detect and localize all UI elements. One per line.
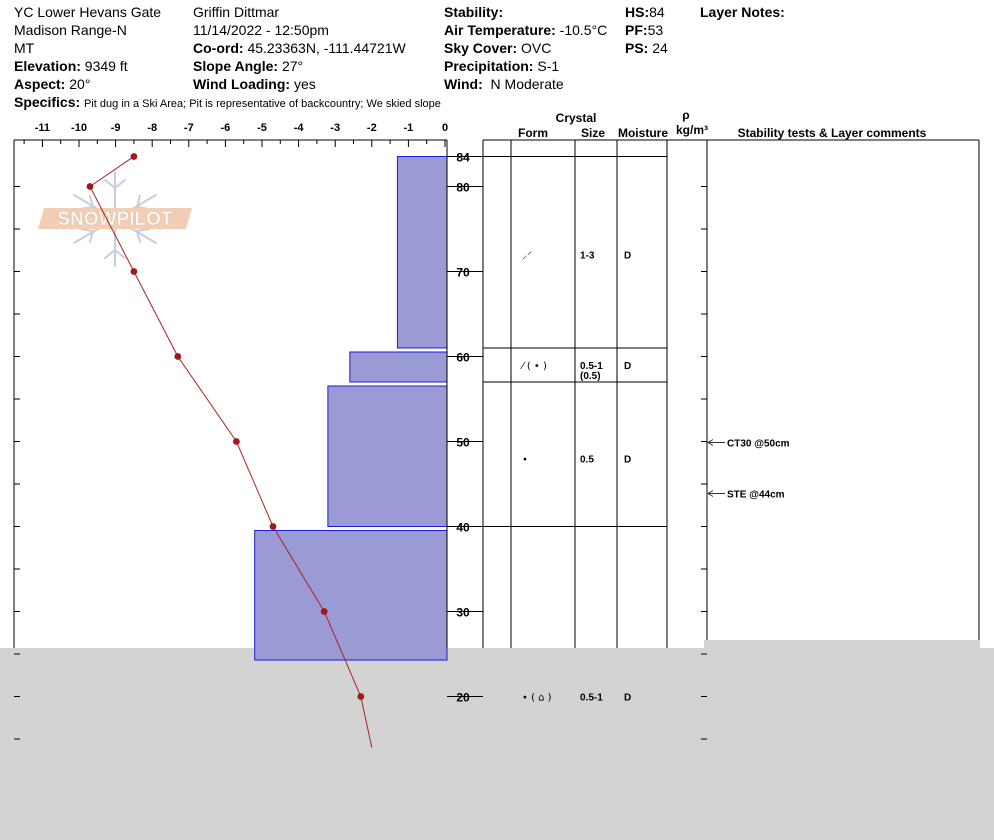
aspect-value: 20° — [69, 76, 91, 92]
height-tick-label: 60 — [456, 350, 470, 365]
wind-loading-value: yes — [293, 76, 316, 92]
temp-tick-label: -11 — [34, 122, 51, 134]
hardness-bar-0 — [397, 157, 447, 349]
height-tick-label: 30 — [456, 605, 470, 620]
coord-value: 45.23363N, -111.44721W — [247, 40, 406, 56]
temp-tick-label: -3 — [330, 122, 341, 134]
temp-tick-label: -10 — [71, 122, 87, 134]
air-temp-label: Air Temperature: — [444, 22, 556, 38]
overlay-patch — [704, 640, 980, 648]
logo-text: SNOWPILOT — [57, 209, 173, 230]
ps-value: 24 — [652, 40, 668, 56]
slope-value: 27° — [281, 58, 304, 74]
specifics-value: Pit dug in a Ski Area; Pit is representative of backcountry; We skied slope — [84, 98, 441, 110]
layer-size: 0.5-1 — [580, 361, 603, 372]
temp-tick-label: -4 — [293, 122, 304, 134]
stability-label: Stability: — [444, 4, 504, 20]
layer-size: 1-3 — [580, 250, 595, 262]
size-header: Size — [580, 126, 606, 140]
pf-label: PF: — [625, 22, 648, 38]
precip-label: Precipitation: — [444, 58, 534, 74]
stability-comments-header: Stability tests & Layer comments — [737, 126, 927, 140]
snowpilot-logo — [38, 172, 192, 266]
hs-label: HS: — [625, 4, 650, 20]
temp-tick-label: 0 — [441, 122, 449, 134]
temperature-point — [357, 693, 364, 700]
temp-tick-label: -9 — [110, 122, 121, 134]
temperature-point — [321, 608, 328, 615]
elevation-value: 9349 ft — [84, 58, 128, 74]
layer-moisture: D — [624, 361, 632, 372]
height-tick-label: 50 — [456, 435, 470, 450]
layer-moisture: D — [624, 692, 632, 704]
layer-form-symbol: ⁄ ( • ) — [522, 361, 547, 372]
layer-form-symbol: ⸝⸍ — [522, 250, 532, 262]
wind-loading-label: Wind Loading: — [193, 76, 291, 92]
pf-value: 53 — [647, 22, 664, 38]
temp-tick-label: -1 — [403, 122, 414, 134]
ps-label: PS: — [625, 40, 649, 56]
density-header: kg/m³ — [675, 123, 709, 137]
observer-name: Griffin Dittmar — [193, 4, 280, 20]
stability-test-marks — [708, 439, 790, 501]
aspect-label: Aspect: — [14, 76, 66, 92]
slope-label: Slope Angle: — [193, 58, 279, 74]
temp-tick-label: -6 — [220, 122, 231, 134]
height-tick-label: 40 — [456, 520, 470, 535]
temp-tick-label: -8 — [147, 122, 158, 134]
hardness-bar-2 — [328, 386, 447, 527]
precip-value: S-1 — [537, 58, 560, 74]
temp-tick-label: -7 — [183, 122, 194, 134]
height-tick-label: 70 — [456, 265, 470, 280]
elevation-label: Elevation: — [14, 58, 81, 74]
form-header: Form — [518, 126, 548, 140]
layer-moisture: D — [624, 250, 632, 262]
sky-cover-value: OVC — [521, 40, 552, 56]
observation-datetime: 11/14/2022 - 12:50pm — [193, 22, 329, 38]
temp-tick-label: -5 — [257, 122, 267, 134]
coord-label: Co-ord: — [193, 40, 244, 56]
layer-rows — [483, 157, 707, 740]
layer-form-symbol: • ( ⌂ ) — [522, 692, 552, 704]
height-tick-label: 80 — [456, 180, 470, 195]
layer-moisture: D — [624, 454, 632, 466]
layer-form-symbol: • — [522, 454, 528, 466]
temperature-point — [233, 438, 240, 445]
temperature-point — [131, 153, 138, 160]
layer-size: 0.5 — [580, 454, 594, 466]
layer-size-secondary: (0.5) — [580, 371, 601, 382]
wind-value: N Moderate — [490, 76, 564, 92]
range-name: Madison Range-N — [14, 22, 127, 38]
stability-test-label: CT30 @50cm — [727, 438, 790, 450]
hardness-bars — [255, 157, 447, 661]
hs-value: 84 — [649, 4, 665, 20]
temperature-point — [174, 353, 181, 360]
temperature-point — [131, 268, 138, 275]
location-name: YC Lower Hevans Gate — [14, 4, 162, 20]
moisture-header: Moisture — [617, 126, 669, 140]
air-temp-value: -10.5°C — [559, 22, 608, 38]
layer-notes-label-text: Layer Notes: — [700, 4, 785, 20]
layer-size: 0.5-1 — [580, 692, 603, 704]
sky-cover-label: Sky Cover: — [444, 40, 518, 56]
height-tick-label: 20 — [456, 690, 470, 705]
hardness-bar-1 — [350, 352, 447, 382]
height-tick-label: 84 — [456, 150, 470, 165]
temperature-point — [270, 523, 277, 530]
rho-header: ρ — [682, 108, 690, 122]
crystal-header: Crystal — [555, 111, 597, 125]
hardness-bar-3 — [255, 531, 447, 661]
specifics-label: Specifics: — [14, 94, 81, 110]
temp-tick-label: -2 — [366, 122, 377, 134]
stability-test-label: STE @44cm — [727, 489, 785, 501]
state-name: MT — [14, 40, 35, 56]
wind-label: Wind: — [444, 76, 483, 92]
temperature-point — [87, 183, 94, 190]
